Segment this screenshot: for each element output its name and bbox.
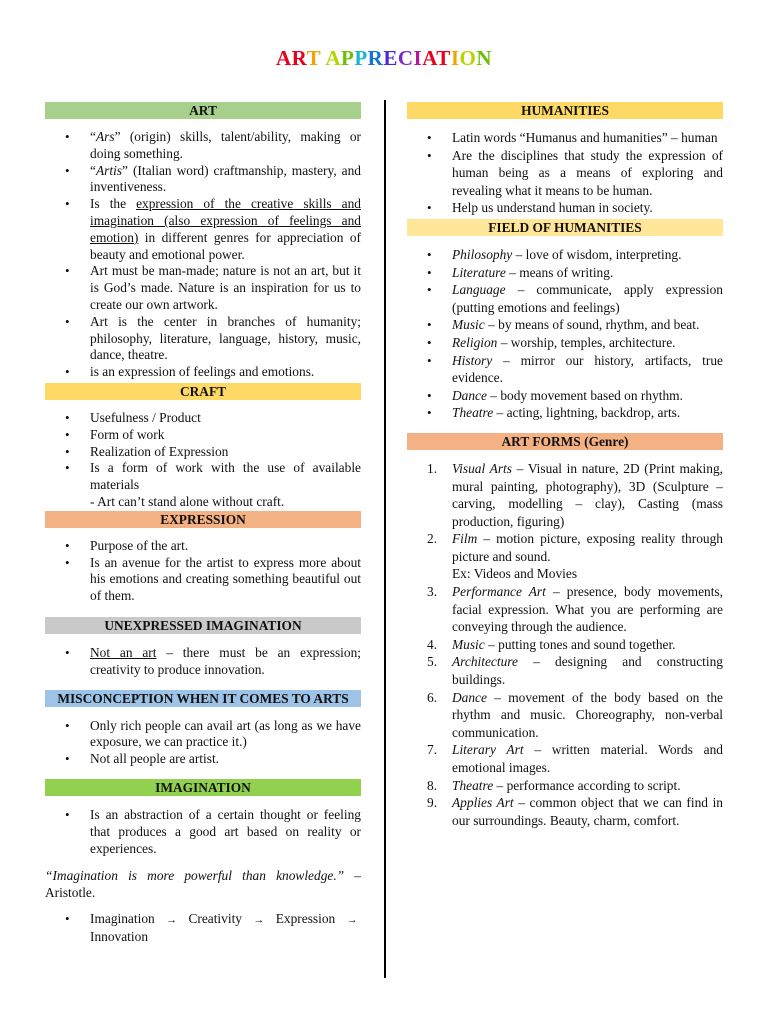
term: Ars [95, 129, 115, 144]
term: Philosophy [452, 246, 513, 262]
title-letter: C [397, 46, 414, 70]
definition: – worship, temples, architecture. [497, 334, 676, 350]
title-letter: A [422, 46, 437, 70]
definition: – written material. Words and emotional images. [452, 742, 724, 775]
column-divider [384, 100, 386, 978]
list-item [452, 404, 723, 422]
term: Dance [452, 689, 487, 705]
term: Language [452, 282, 506, 298]
title-letter: R [367, 46, 384, 70]
art-list [45, 129, 361, 381]
imagination-list [45, 807, 361, 857]
term: Visual Arts [452, 460, 512, 476]
term: Performance Art [452, 584, 546, 600]
section-heading-expression: EXPRESSION [45, 511, 361, 528]
underlined-text: expression of the creative skills and imagination (also expression of feelings and emotion) [90, 196, 361, 245]
list-item: • is an expression of feelings and emotions. [90, 364, 361, 381]
item-number: 2. [427, 531, 438, 547]
definition: – performance according to script. [493, 777, 681, 793]
humanities-list [407, 129, 723, 217]
list-item [427, 653, 723, 688]
list-item: • Art is the center in branches of humanity; philosophy, literature, language, history, music, dance, theatre. [90, 314, 361, 364]
definition: – putting tones and sound together. [484, 636, 676, 652]
term: Literary Art [452, 742, 524, 758]
flow-step: Expression [275, 911, 336, 927]
quote-text: “Imagination is more powerful than knowledge.” [45, 868, 345, 884]
text: – there must be an expression; creativity to produce innovation. [90, 644, 362, 677]
unexpressed-list [45, 645, 361, 679]
term: Religion [452, 334, 498, 350]
term: Architecture [452, 654, 518, 670]
list-item: • Help us understand human in society. [452, 199, 723, 217]
arrow-icon: → [346, 914, 358, 927]
list-item [452, 281, 723, 316]
title-letter: O [459, 46, 477, 70]
list-item: • Is an avenue for the artist to express more about his emotions and creating something beautiful out of them. [90, 555, 361, 605]
title-letter: A [275, 46, 292, 70]
definition: – Visual in nature, 2D (Print making, mural painting, photography), 3D (Sculpture – carving, modelling – clay), Casting (mass production, figuring) [452, 460, 723, 529]
section-heading-unexpressed-imagination: UNEXPRESSED IMAGINATION [45, 617, 361, 634]
arrow-icon: → [166, 914, 178, 927]
flow-step: Innovation [90, 929, 149, 945]
list-item [427, 530, 723, 583]
section-heading-craft: CRAFT [45, 383, 361, 400]
underlined-text: Not an art [90, 644, 157, 660]
list-item: • Art must be man-made; nature is not an art, but it is God’s made. Nature is an inspiration for us to create our own artwork. [90, 263, 361, 313]
list-item [90, 645, 361, 679]
definition: (origin) skills, talent/ability, making or doing something. [90, 129, 361, 161]
definition: – common object that we can find in our surroundings. Beauty, charm, comfort. [452, 795, 723, 828]
term: Film [452, 531, 478, 547]
section-heading-humanities: HUMANITIES [407, 102, 723, 119]
right-column [407, 102, 723, 829]
list-item: • Usefulness / Product [90, 410, 361, 427]
section-heading-misconception: MISCONCEPTION WHEN IT COMES TO ARTS [45, 690, 361, 707]
list-item [427, 689, 723, 742]
field-list [407, 246, 723, 422]
item-number: 1. [427, 460, 438, 476]
list-item [90, 196, 361, 263]
definition: – by means of sound, rhythm, and beat. [484, 317, 700, 333]
definition: – mirror our history, artifacts, true evidence. [452, 352, 723, 386]
list-item: • Only rich people can avail art (as long as we have exposure, we can practice it.) [90, 718, 361, 752]
imagination-flow-list [45, 911, 361, 946]
definition: – love of wisdom, interpreting. [512, 246, 682, 262]
quote-author: – Aristotle. [45, 868, 361, 901]
list-item [427, 741, 724, 776]
definition: – movement of the body based on the rhythm and music. Choreography, non-verbal communication. [452, 689, 723, 740]
list-item [427, 460, 723, 530]
term: Literature [452, 264, 506, 280]
section-heading-field-of-humanities: FIELD OF HUMANITIES [407, 219, 723, 236]
page-title [0, 46, 768, 71]
text: in different genres for appreciation of beauty and emotional power. [90, 229, 361, 262]
list-item: • Realization of Expression [90, 444, 361, 461]
list-item: • Not all people are artist. [90, 751, 361, 768]
title-letter: I [450, 46, 460, 70]
craft-list [45, 410, 361, 494]
list-item [452, 387, 723, 405]
section-heading-imagination: IMAGINATION [45, 779, 361, 796]
item-number: 8. [427, 777, 438, 793]
text: Is the [90, 196, 137, 212]
item-number: 5. [427, 654, 438, 670]
title-letter: T [306, 46, 321, 70]
term: Dance [452, 387, 487, 403]
craft-note: - Art can’t stand alone without craft. [90, 493, 285, 509]
item-number: 9. [427, 795, 438, 811]
list-item [90, 911, 361, 946]
title-letter: A [325, 46, 341, 70]
list-item: • Is an abstraction of a certain thought or feeling that produces a good art based on reality or experiences. [90, 807, 361, 857]
title-letter: N [476, 46, 493, 70]
term: Theatre [452, 405, 494, 421]
definition: (Italian word) craftmanship, mastery, and inventiveness. [90, 162, 361, 195]
art-forms-list [407, 460, 723, 829]
example-text: Ex: Videos and Movies [452, 566, 578, 582]
flow-step: Creativity [188, 911, 242, 927]
title-letter: I [413, 46, 423, 70]
definition: – communicate, apply expression (putting emotions and feelings) [452, 282, 723, 315]
definition: – body movement based on rhythm. [486, 387, 683, 403]
list-item [452, 316, 723, 334]
list-item [427, 583, 723, 636]
section-heading-art-forms: ART FORMS (Genre) [407, 433, 723, 450]
item-number: 6. [427, 689, 438, 705]
definition: – motion picture, exposing reality through picture and sound. [452, 531, 723, 564]
title-letter: R [291, 46, 307, 70]
definition: – acting, lightning, backdrop, arts. [493, 405, 681, 421]
definition: – designing and constructing buildings. [452, 654, 723, 688]
term: Artis [95, 162, 122, 178]
item-number: 4. [427, 636, 438, 652]
definition: – means of writing. [505, 264, 614, 280]
list-item [452, 246, 723, 264]
list-item [427, 636, 723, 654]
list-item: • Form of work [90, 427, 361, 444]
term: Applies Art [452, 795, 514, 811]
misconception-list [45, 718, 361, 768]
item-number: 3. [427, 584, 438, 600]
term: Music [452, 636, 485, 652]
list-item [452, 334, 723, 352]
term: Music [452, 317, 485, 333]
title-letter: E [383, 46, 398, 70]
list-item: • Purpose of the art. [90, 538, 361, 555]
title-letter: P [340, 46, 355, 70]
definition: – presence, body movements, facial expression. What you are performing are conveying through the audience. [452, 584, 723, 635]
list-item [427, 794, 723, 829]
flow-step: Imagination [90, 911, 155, 927]
list-item: • “Ars” (origin) skills, talent/ability, making or doing something. [90, 129, 361, 163]
list-item: • “Artis” (Italian word) craftmanship, mastery, and inventiveness. [90, 163, 361, 197]
left-column [45, 102, 361, 946]
list-item [427, 777, 723, 795]
term: Theatre [452, 777, 494, 793]
list-item: • Is a form of work with the use of available materials [90, 460, 361, 494]
item-number: 7. [427, 742, 438, 758]
list-item: • Are the disciplines that study the expression of human being as a means of exploring and revealing what it means to be human. [452, 147, 723, 200]
arrow-icon: → [253, 914, 265, 927]
term: History [452, 352, 493, 368]
expression-list [45, 538, 361, 605]
list-item [452, 264, 723, 282]
section-heading-art: ART [45, 102, 361, 119]
title-letter: P [354, 46, 368, 70]
aristotle-quote [45, 867, 361, 901]
list-item [452, 352, 723, 387]
title-letter: T [436, 46, 451, 70]
list-item: • Latin words “Humanus and humanities” – human [452, 129, 723, 147]
